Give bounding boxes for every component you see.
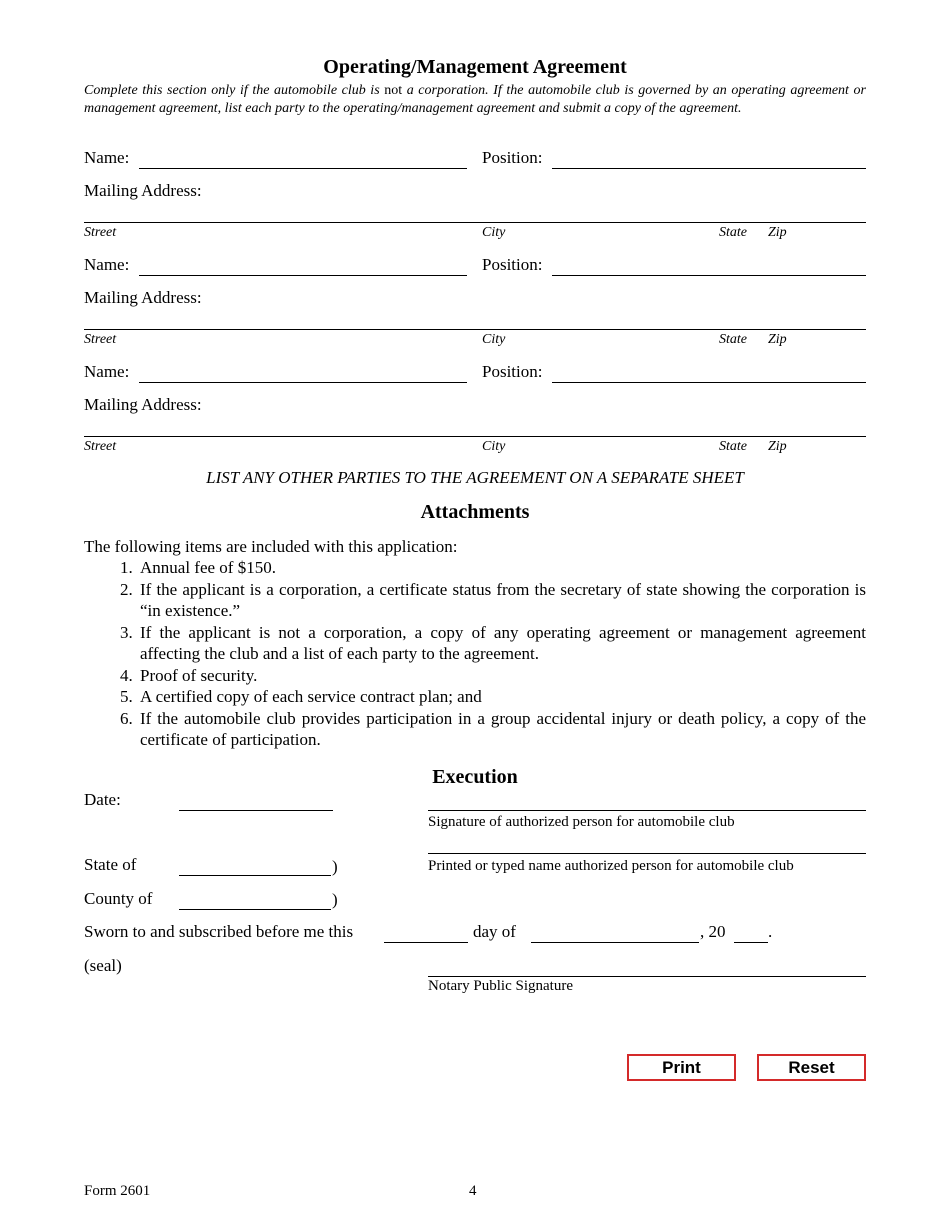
notary-caption: Notary Public Signature (428, 978, 573, 994)
emphasis-not: not (384, 83, 403, 98)
list-item: 2. If the applicant is a corporation, a certificate status from the secretary of state showing the corporation is “in existence.” (120, 579, 866, 620)
reset-button[interactable]: Reset (757, 1054, 866, 1081)
zip-label: Zip (768, 332, 787, 347)
street-label: Street (84, 225, 117, 240)
name-label: Name: (84, 148, 130, 167)
day-of-label: day of (473, 922, 516, 941)
position-field[interactable] (552, 382, 866, 383)
county-of-field[interactable] (179, 909, 331, 910)
mailing-address-field[interactable] (84, 329, 866, 330)
name-field[interactable] (139, 168, 467, 169)
page-title: Operating/Management Agreement (323, 56, 627, 78)
state-label: State (719, 332, 747, 347)
sworn-period: . (768, 922, 773, 941)
county-paren: ) (332, 890, 338, 909)
name-field[interactable] (139, 382, 467, 383)
year-prefix: , 20 (700, 922, 726, 941)
state-paren: ) (332, 857, 338, 876)
mailing-address-label: Mailing Address: (84, 288, 202, 307)
city-label: City (482, 225, 506, 240)
mailing-address-field[interactable] (84, 436, 866, 437)
list-item: 3. If the applicant is not a corporation, a copy of any operating agreement or management agreement affecting the club and a list of each party to the agreement. (120, 622, 866, 663)
execution-title: Execution (432, 766, 518, 788)
state-of-field[interactable] (179, 875, 331, 876)
street-label: Street (84, 332, 117, 347)
position-label: Position: (482, 148, 543, 167)
notary-signature-field[interactable] (428, 976, 866, 977)
sworn-month-field[interactable] (531, 942, 699, 943)
position-field[interactable] (552, 168, 866, 169)
position-label: Position: (482, 362, 543, 381)
section-instructions: Complete this section only if the automobile club is not a corporation. If the automobile club is governed by an operating agreement or management agreement, list each party to the operating/management agreement and submit a copy of the agreement. (84, 83, 866, 116)
county-of-label: County of (84, 889, 153, 908)
zip-label: Zip (768, 439, 787, 454)
name-field[interactable] (139, 275, 467, 276)
position-label: Position: (482, 255, 543, 274)
list-item: 6. If the automobile club provides participation in a group accidental injury or death policy, a copy of the certificate of participation. (120, 708, 866, 749)
city-label: City (482, 439, 506, 454)
zip-label: Zip (768, 225, 787, 240)
sworn-label: Sworn to and subscribed before me this (84, 922, 354, 941)
page-number: 4 (469, 1183, 477, 1199)
sworn-day-field[interactable] (384, 942, 468, 943)
attachments-intro: The following items are included with this application: (84, 537, 458, 556)
date-field[interactable] (179, 810, 333, 811)
list-item: 4. Proof of security. (120, 665, 258, 685)
state-label: State (719, 439, 747, 454)
signature-caption: Signature of authorized person for automobile club (428, 814, 735, 830)
signature-field[interactable] (428, 810, 866, 811)
form-number: Form 2601 (84, 1183, 151, 1199)
date-label: Date: (84, 790, 121, 809)
state-of-label: State of (84, 855, 137, 874)
state-label: State (719, 225, 747, 240)
name-label: Name: (84, 255, 130, 274)
sworn-year-field[interactable] (734, 942, 768, 943)
seal-label: (seal) (84, 956, 122, 975)
list-item: 5. A certified copy of each service contract plan; and (120, 687, 482, 706)
other-parties-note: LIST ANY OTHER PARTIES TO THE AGREEMENT ON A SEPARATE SHEET (206, 468, 744, 487)
position-field[interactable] (552, 275, 866, 276)
printed-name-caption: Printed or typed name authorized person for automobile club (428, 858, 794, 874)
street-label: Street (84, 439, 117, 454)
attachments-title: Attachments (420, 501, 530, 523)
print-button[interactable]: Print (627, 1054, 736, 1081)
printed-name-field[interactable] (428, 853, 866, 854)
name-label: Name: (84, 362, 130, 381)
mailing-address-field[interactable] (84, 222, 866, 223)
mailing-address-label: Mailing Address: (84, 181, 202, 200)
list-item: 1. Annual fee of $150. (120, 558, 276, 577)
mailing-address-label: Mailing Address: (84, 395, 202, 414)
attachments-list (84, 557, 866, 751)
city-label: City (482, 332, 506, 347)
